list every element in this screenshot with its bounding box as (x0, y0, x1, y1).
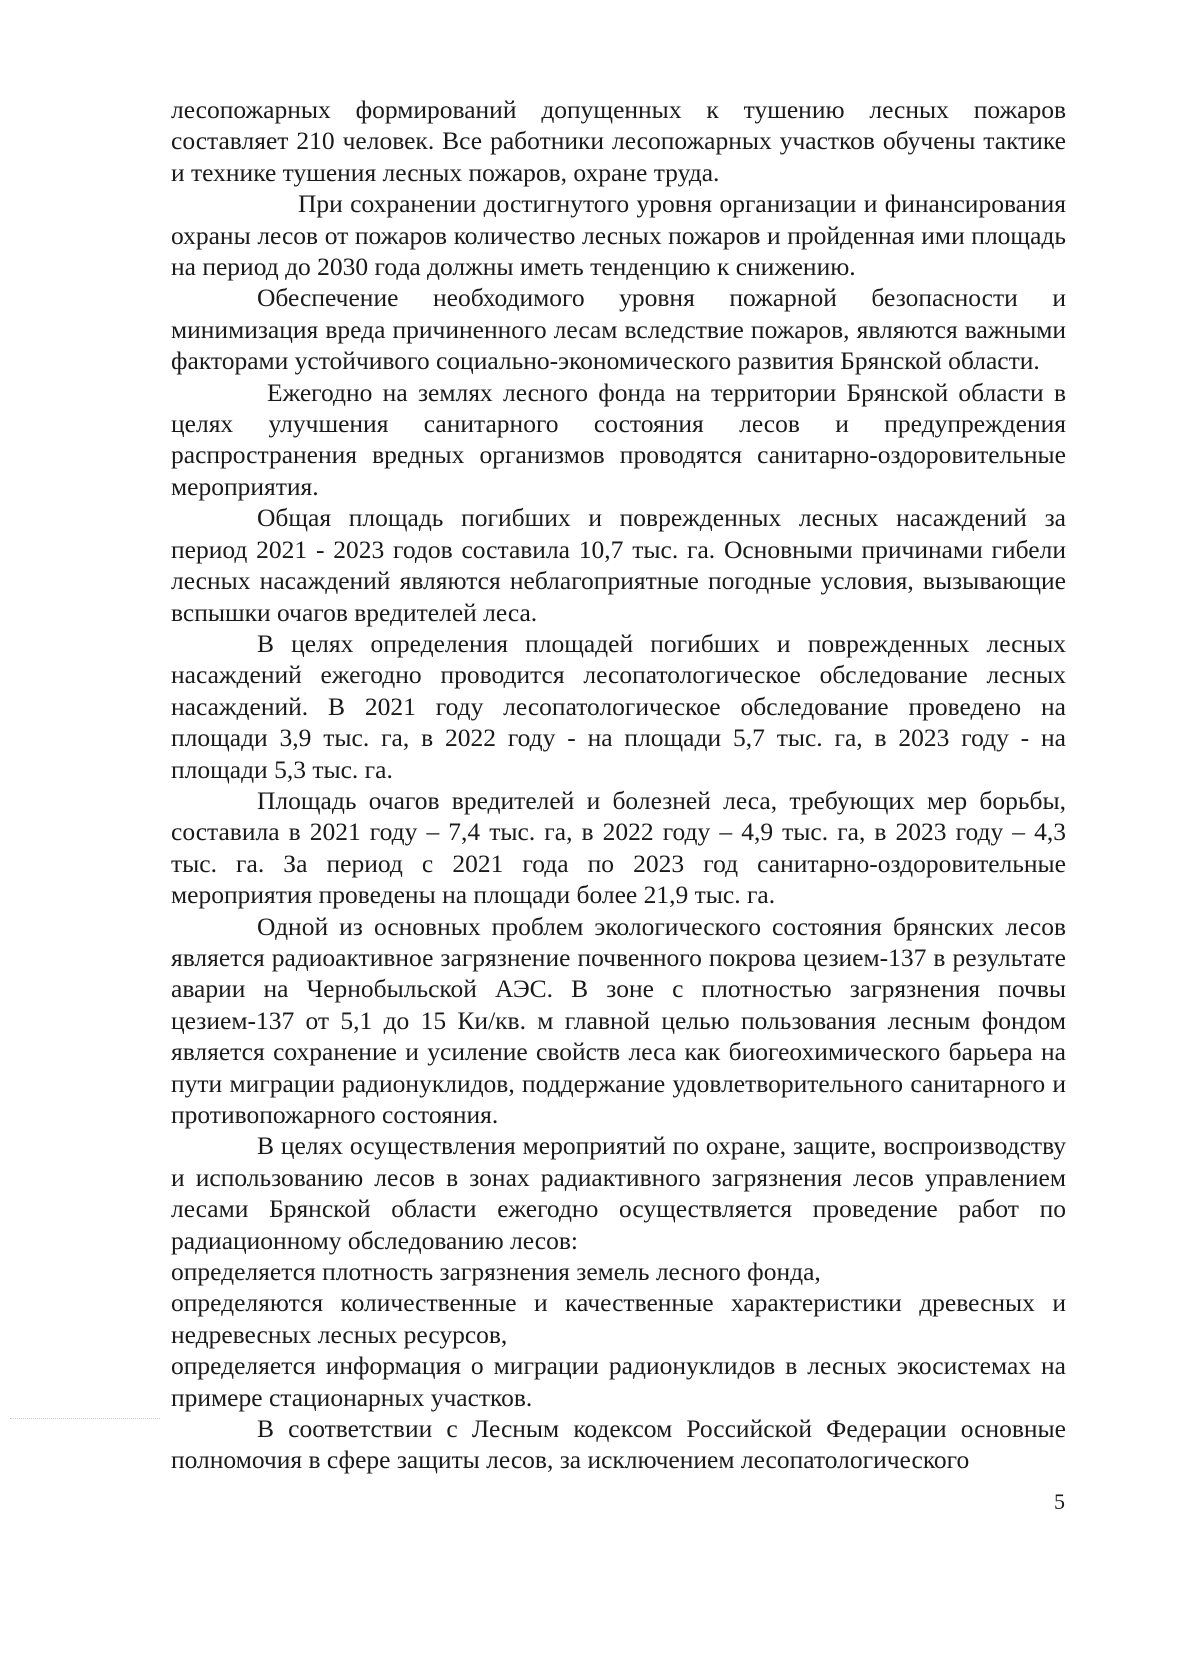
paragraph-10: В соответствии с Лесным кодексом Российской Федерации основные полномочия в сфере защиты лесов, за исключением лесопатологического (171, 1414, 1066, 1475)
paragraph-7: Площадь очагов вредителей и болезней леса, требующих мер борьбы, составила в 2021 году – 7,4 тыс. га, в 2022 году – 4,9 тыс. га, в 2023 году – 4,3 тыс. га. За период с 2021 года по 2023 год санитарно-оздоровительные мероприятия проведены на площади более 21,9 тыс. га. (171, 785, 1066, 910)
paragraph-4: Ежегодно на землях лесного фонда на территории Брянской области в целях улучшения санитарного состояния лесов и предупреждения распространения вредных организмов проводятся санитарно-оздоровительные мероприятия. (171, 377, 1066, 501)
paragraph-8: Одной из основных проблем экологического состояния брянских лесов является радиоактивное загрязнение почвенного покрова цезием-137 в результате аварии на Чернобыльской АЭС. В зоне с плотностью загрязнения почвы цезием-137 от 5,1 до 15 Ки/кв. м главной целью пользования лесным фондом является сохранение и усиление свойств леса как биогеохимического барьера на пути миграции радионуклидов, поддержание удовлетворительного санитарного и противопожарного состояния. (171, 911, 1066, 1129)
scan-artifact (10, 1418, 160, 1420)
page-number: 5 (1054, 1489, 1065, 1514)
paragraph-3: Обеспечение необходимого уровня пожарной безопасности и минимизация вреда причиненного лесам вследствие пожаров, являются важными факторами устойчивого социально-экономического развития Брянской области. (171, 283, 1066, 376)
list-item-3: определяется информация о миграции радионуклидов в лесных экосистемах на примере стационарных участков. (171, 1351, 1066, 1412)
list-item-2: определяются количественные и качественные характеристики древесных и недревесных лесных ресурсов, (171, 1288, 1066, 1349)
paragraph-2: При сохранении достигнутого уровня организации и финансирования охраны лесов от пожаров количество лесных пожаров и пройденная ими площадь на период до 2030 года должны иметь тенденцию к снижению. (171, 189, 1066, 282)
list-item-1: определяется плотность загрязнения земель лесного фонда, (171, 1257, 821, 1287)
paragraph-9: В целях осуществления мероприятий по охране, защите, воспроизводству и использованию лесов в зонах радиактивного загрязнения лесов управлением лесами Брянской области ежегодно осуществляется проведение работ по радиационному обследованию лесов: (171, 1131, 1066, 1255)
paragraph-5: Общая площадь погибших и поврежденных лесных насаждений за период 2021 - 2023 годов составила 10,7 тыс. га. Основными причинами гибели лесных насаждений являются неблагоприятные погодные условия, вызывающие вспышки очагов вредителей леса. (171, 503, 1066, 627)
paragraph-6: В целях определения площадей погибших и поврежденных лесных насаждений ежегодно проводится лесопатологическое обследование лесных насаждений. В 2021 году лесопатологическое обследование проведено на площади 3,9 тыс. га, в 2022 году - на площади 5,7 тыс. га, в 2023 году - на площади 5,3 тыс. га. (171, 628, 1066, 784)
body-text (171, 94, 1066, 1476)
paragraph-1: лесопожарных формирований допущенных к тушению лесных пожаров составляет 210 человек. Все работники лесопожарных участков обучены тактике и технике тушения лесных пожаров, охране труда. (171, 95, 1066, 187)
